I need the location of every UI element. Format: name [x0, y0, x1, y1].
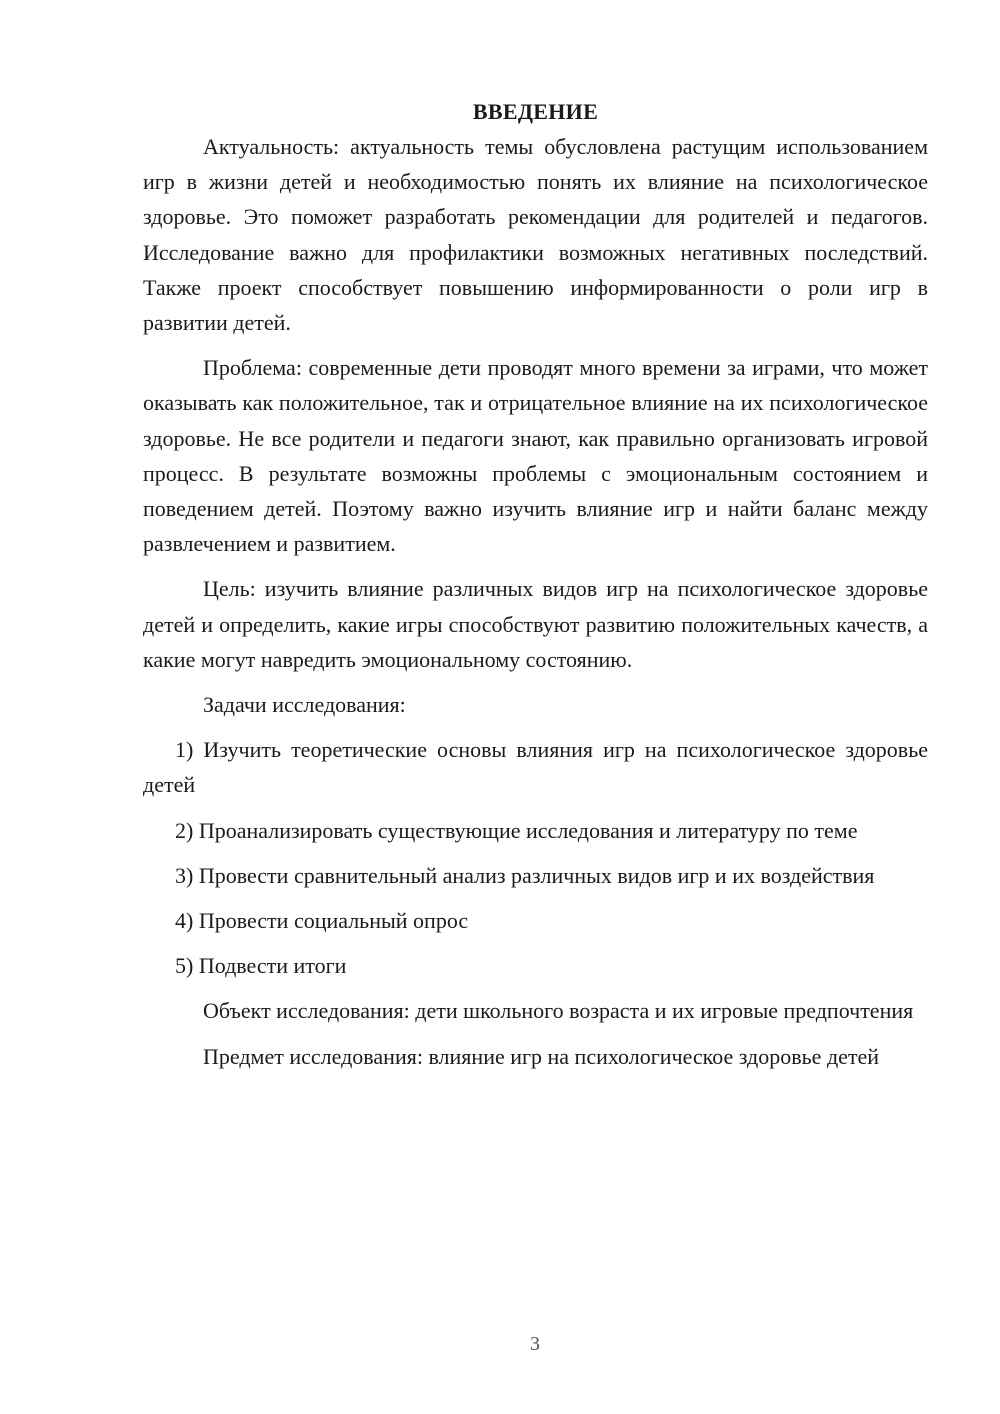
task-item-5: 5) Подвести итоги [175, 953, 347, 979]
paragraph-object: Объект исследования: дети школьного возраста и их игровые предпочтения [203, 998, 914, 1024]
page-title: ВВЕДЕНИЕ [472, 99, 599, 124]
document-page [143, 94, 928, 1084]
page-number: 3 [530, 1333, 540, 1355]
task-item-2: 2) Проанализировать существующие исследования и литературу по теме [175, 817, 858, 843]
task-item-1: 1) Изучить теоретические основы влияния игр на психологическое здоровье детей [143, 737, 928, 798]
paragraph-subject: Предмет исследования: влияние игр на психологическое здоровье детей [203, 1043, 880, 1069]
paragraph-goal: Цель: изучить влияние различных видов игр на психологическое здоровье детей и определить, какие игры способствуют развитию положительных качеств, а какие могут навредить эмоциональному состоянию. [143, 576, 928, 672]
tasks-heading: Задачи исследования: [203, 692, 406, 718]
paragraph-problem: Проблема: современные дети проводят много времени за играми, что может оказывать как положительное, так и отрицательное влияние на их психологическое здоровье. Не все родители и педагоги знают, как правильно организовать игровой процесс. В результате возможны проблемы с эмоциональным состоянием и поведением детей. Поэтому важно изучить влияние игр и найти баланс между развлечением и развитием. [143, 355, 928, 557]
task-item-3: 3) Провести сравнительный анализ различных видов игр и их воздействия [175, 862, 875, 888]
task-item-4: 4) Провести социальный опрос [175, 908, 469, 934]
paragraph-relevance: Актуальность: актуальность темы обусловлена растущим использованием игр в жизни детей и необходимостью понять их влияние на психологическое здоровье. Это поможет разработать рекомендации для родителей и педагогов. Исследование важно для профилактики возможных негативных последствий. Также проект способствует повышению информированности о роли игр в развитии детей. [143, 134, 928, 336]
